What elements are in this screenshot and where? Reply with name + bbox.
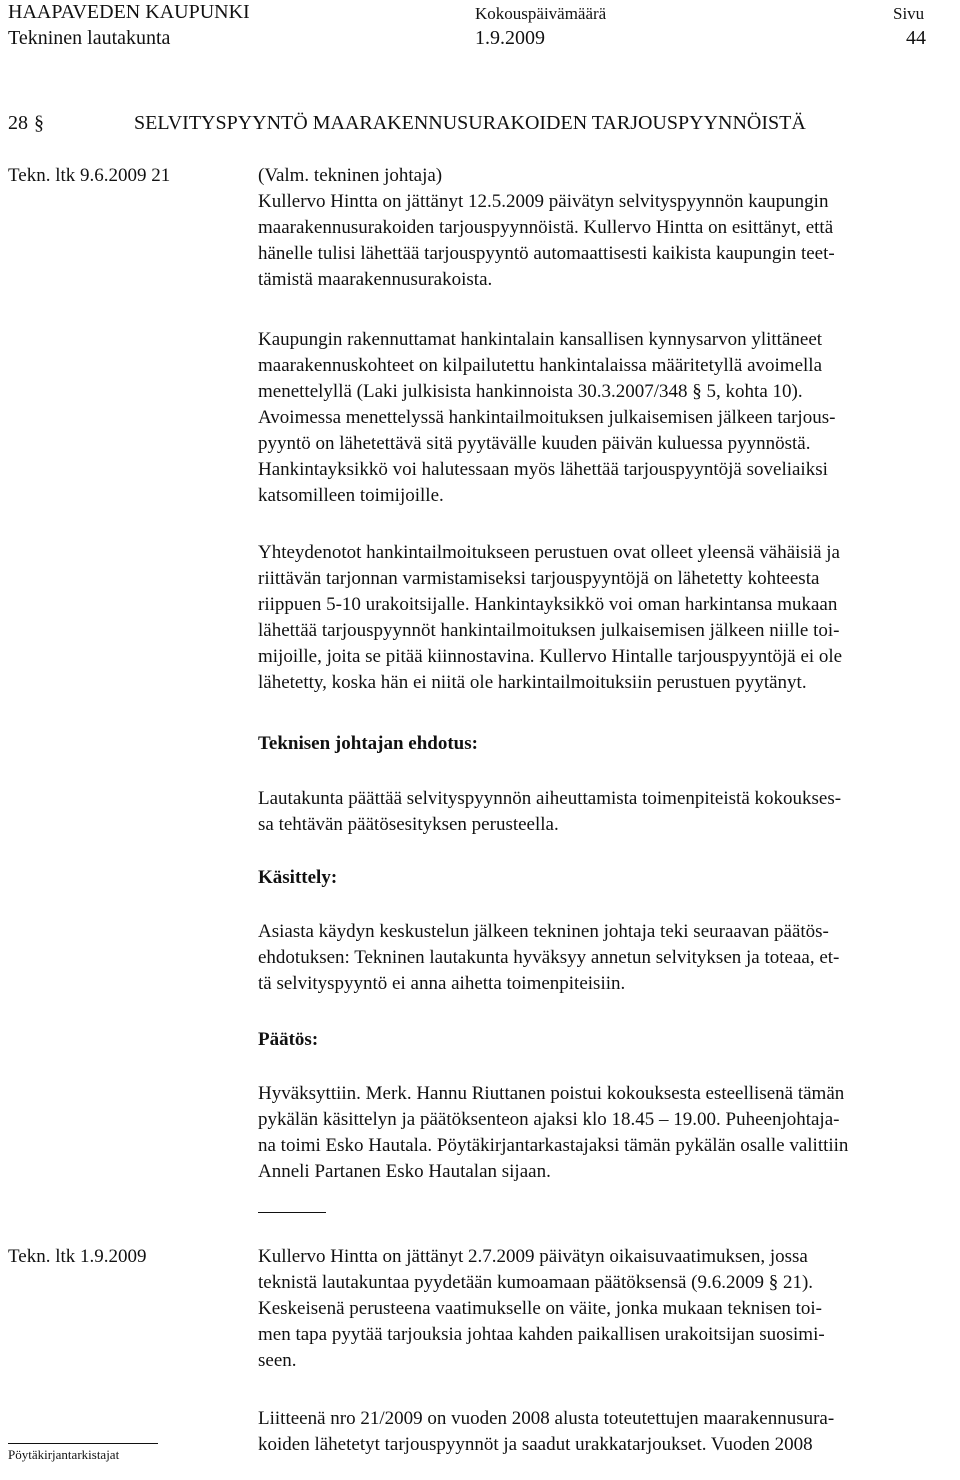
text-line: riittävän tarjonnan varmistamiseksi tarjouspyyntöjä on lähetetty kohteesta — [258, 568, 820, 589]
text-line: koiden lähetetyt tarjouspyynnöt ja saadut urakkatarjoukset. Vuoden 2008 — [258, 1434, 813, 1455]
heading-text: Käsittely: — [258, 867, 338, 888]
footer-rule — [8, 1443, 158, 1444]
text-line: menettelyllä (Laki julkisista hankinnoista 30.3.2007/348 § 5, kohta 10). — [258, 381, 803, 402]
text-line: Kullervo Hintta on jättänyt 12.5.2009 päivätyn selvityspyynnön kaupungin — [258, 191, 829, 212]
text-line: katsomilleen toimijoille. — [258, 485, 444, 506]
text-line: mijoille, joita se pitää kiinnostavina. Kullervo Hintalle tarjouspyyntöjä ei ole — [258, 646, 843, 667]
section-sign: § — [34, 112, 44, 134]
text-line: Hankintayksikkö voi halutessaan myös lähettää tarjouspyyntöjä soveliaiksi — [258, 459, 828, 480]
footer-reviewers-label: Pöytäkirjantarkistajat — [8, 1447, 120, 1462]
text-line: maarakennuskohteet on kilpailutettu hankintalaissa määritetyllä avoimella — [258, 355, 823, 376]
text-line: Anneli Partanen Esko Hautalan sijaan. — [258, 1161, 551, 1182]
text-line: Avoimessa menettelyssä hankintailmoituksen julkaisemisen jälkeen tarjous- — [258, 407, 836, 428]
text-line: riippuen 5-10 urakoitsijalle. Hankintayksikkö voi oman harkintansa mukaan — [258, 594, 838, 615]
separator-rule — [258, 1212, 326, 1213]
heading-text: Päätös: — [258, 1029, 319, 1050]
text-line: Kaupungin rakennuttamat hankintalain kansallisen kynnysarvon ylittäneet — [258, 329, 823, 350]
header-date-label: Kokouspäivämäärä — [475, 4, 607, 23]
header-board: Tekninen lautakunta — [8, 27, 171, 49]
header-page-label: Sivu — [893, 4, 925, 23]
paragraph-6 — [258, 1081, 958, 1185]
text-line: tä selvityspyyntö ei anna aihetta toimenpiteisiin. — [258, 973, 626, 994]
text-line: Keskeisenä perusteena vaatimukselle on väite, jonka mukaan teknisen toi- — [258, 1298, 823, 1319]
text-line: Asiasta käydyn keskustelun jälkeen tekninen johtaja teki seuraavan päätös- — [258, 921, 829, 942]
paragraph-4 — [258, 786, 958, 838]
margin-ref-2: Tekn. ltk 1.9.2009 — [8, 1246, 147, 1267]
heading-proposal — [258, 731, 958, 757]
text-line: pykälän käsittelyn ja päätöksenteon ajaksi klo 18.45 – 19.00. Puheenjohtaja- — [258, 1109, 840, 1130]
text-line: Yhteydenotot hankintailmoitukseen perustuen ovat olleet yleensä vähäisiä ja — [258, 542, 840, 563]
section-number: 28 — [8, 112, 28, 134]
paragraph-2 — [258, 327, 958, 509]
paragraph-1 — [258, 163, 958, 293]
heading-processing — [258, 865, 958, 891]
header-page-number: 44 — [906, 27, 926, 49]
text-line: men tapa pyytää tarjouksia johtaa kahden paikallisen urakoitsijan suosimi- — [258, 1324, 825, 1345]
text-line: seen. — [258, 1350, 297, 1371]
heading-decision — [258, 1027, 958, 1053]
text-line: pyyntö on lähetettävä sitä pyytävälle kuuden päivän kuluessa pyynnöstä. — [258, 433, 811, 454]
heading-text: Teknisen johtajan ehdotus: — [258, 733, 478, 754]
section-title: SELVITYSPYYNTÖ MAARAKENNUSURAKOIDEN TARJOUSPYYNNÖISTÄ — [134, 112, 806, 134]
paragraph-5 — [258, 919, 958, 997]
text-line: tämistä maarakennusurakoista. — [258, 269, 493, 290]
paragraph-7 — [258, 1244, 958, 1374]
text-line: Hyväksyttiin. Merk. Hannu Riuttanen poistui kokouksesta esteellisenä tämän — [258, 1083, 845, 1104]
text-line: maarakennusurakoiden tarjouspyynnöistä. Kullervo Hintta on esittänyt, että — [258, 217, 834, 238]
margin-ref-1: Tekn. ltk 9.6.2009 21 — [8, 165, 171, 186]
header-org: HAAPAVEDEN KAUPUNKI — [8, 1, 250, 23]
text-line: na toimi Esko Hautala. Pöytäkirjantarkastajaksi tämän pykälän osalle valittiin — [258, 1135, 849, 1156]
text-line: lähettää tarjouspyynnöt hankintailmoituksen julkaisemisen jälkeen niille toi- — [258, 620, 840, 641]
header-date: 1.9.2009 — [475, 27, 545, 49]
text-line: ehdotuksen: Tekninen lautakunta hyväksyy annetun selvityksen ja toteaa, et- — [258, 947, 840, 968]
text-line: Liitteenä nro 21/2009 on vuoden 2008 alusta toteutettujen maarakennusura- — [258, 1408, 835, 1429]
text-line: lähetetty, koska hän ei niitä ole harkintailmoituksiin perustuen pyytänyt. — [258, 672, 807, 693]
text-line: teknistä lautakuntaa pyydetään kumoamaan päätöksensä (9.6.2009 § 21). — [258, 1272, 814, 1293]
paragraph-3 — [258, 540, 958, 696]
text-line: (Valm. tekninen johtaja) — [258, 165, 443, 186]
text-line: Lautakunta päättää selvityspyynnön aiheuttamista toimenpiteistä kokoukses- — [258, 788, 842, 809]
paragraph-8 — [258, 1406, 958, 1458]
text-line: hänelle tulisi lähettää tarjouspyyntö automaattisesti kaikista kaupungin teet- — [258, 243, 835, 264]
text-line: sa tehtävän päätösesityksen perusteella. — [258, 814, 559, 835]
text-line: Kullervo Hintta on jättänyt 2.7.2009 päivätyn oikaisuvaatimuksen, jossa — [258, 1246, 808, 1267]
